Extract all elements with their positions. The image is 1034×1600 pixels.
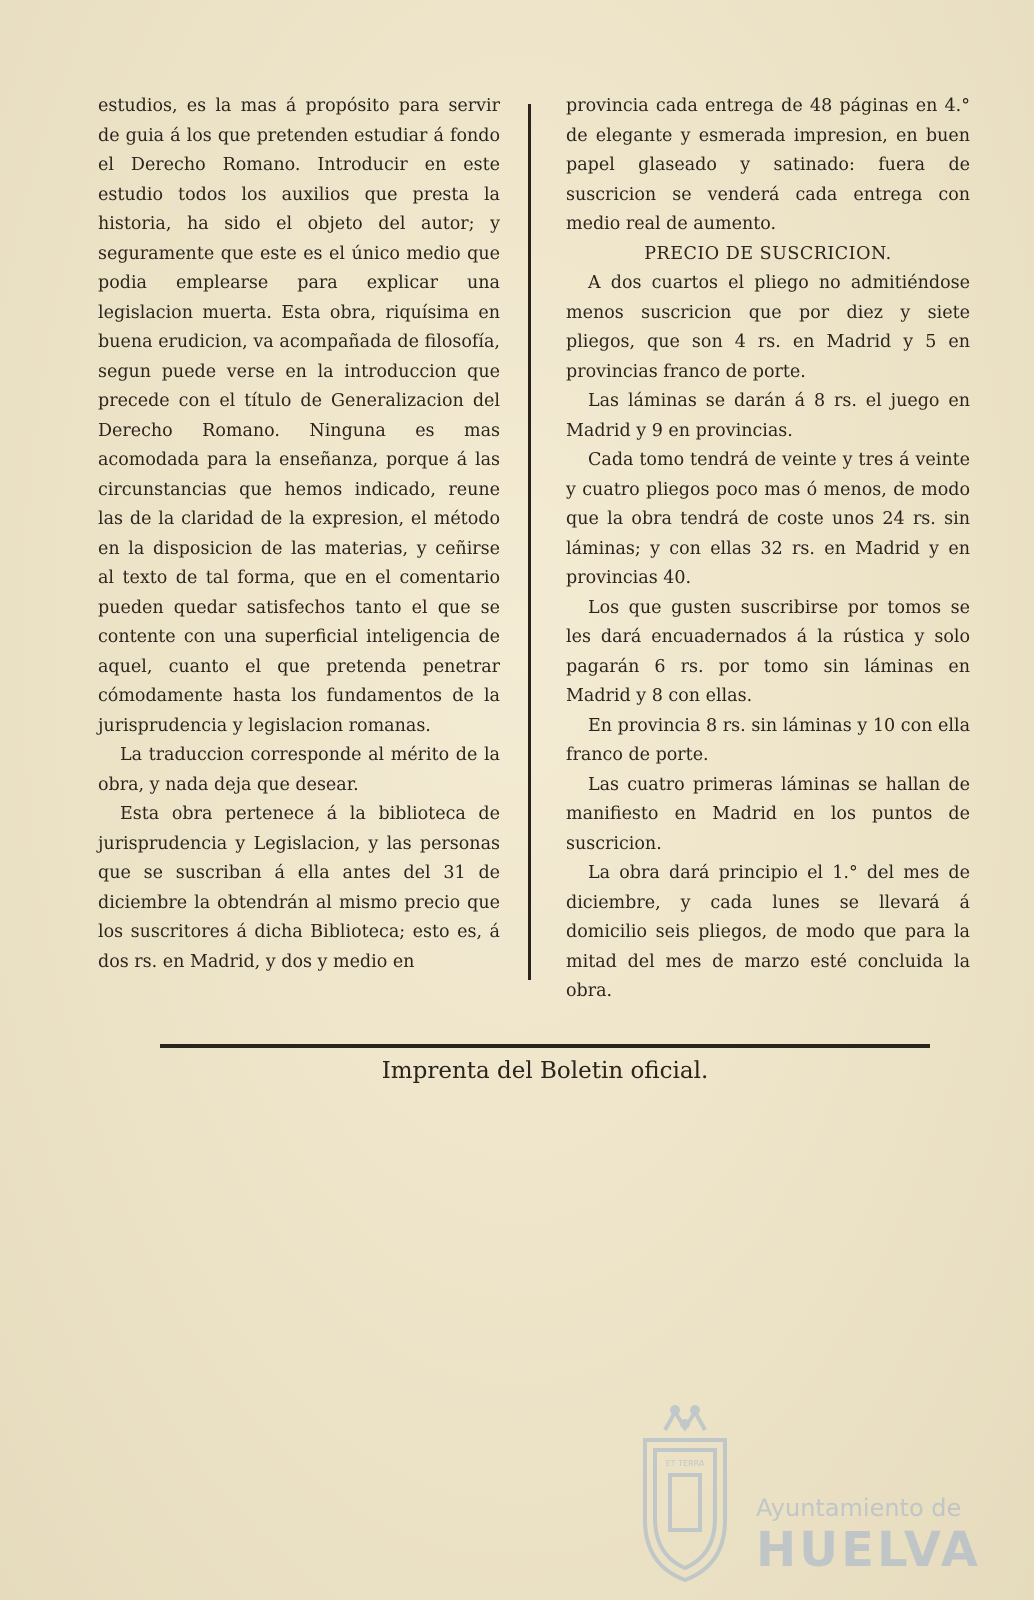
footer-rule	[160, 1044, 930, 1048]
right-paragraph-6: Las cuatro primeras láminas se hallan de manifiesto en Madrid en los puntos de suscricion.	[566, 774, 970, 854]
left-paragraph-1: estudios, es la mas á propósito para servir de guia á los que pretenden estudiar á fondo el Derecho Romano. Introducir en este estudio todos los auxilios que presta la historia, ha sido el objeto del autor; y seguramente que este es el único medio que podia emplearse para explicar una legislacion muerta. Esta obra, riquísima en buena erudicion, va acompañada de filosofía, segun puede verse en la introduccion que precede con el título de Generalizacion del Derecho Romano. Ninguna es mas acomodada para la enseñanza, porque á las circunstancias que hemos indicado, reune las de la claridad de la expresion, el método en la disposicion de las materias, y ceñirse al texto de tal forma, que en el comentario pueden quedar satisfechos tanto el que se contente con una superficial inteligencia de aquel, cuanto el que pretenda penetrar cómodamente hasta los fundamentos de la jurisprudencia y legislacion romanas.	[98, 96, 500, 736]
shield-motto: ET TERRA	[665, 1459, 705, 1468]
subscription-price-heading: PRECIO DE SUSCRICION.	[644, 243, 892, 264]
right-opening-paragraph: provincia cada entrega de 48 páginas en 4.° de elegante y esmerada impresion, en buen papel glaseado y satinado: fuera de suscricion se venderá cada entrega con medio real de aumento.	[566, 96, 970, 234]
column-divider	[528, 104, 531, 980]
right-paragraph-2: Las láminas se darán á 8 rs. el juego en Madrid y 9 en provincias.	[566, 391, 970, 441]
left-paragraph-3: Esta obra pertenece á la biblioteca de jurisprudencia y Legislacion, y las personas que se suscriban á ella antes del 31 de diciembre la obtendrán al mismo precio que los suscritores á dicha Biblioteca; esto es, á dos rs. en Madrid, y dos y medio en	[98, 804, 500, 972]
watermark-line-2: HUELVA	[756, 1522, 981, 1578]
right-column	[566, 92, 970, 1007]
left-paragraph-2: La traduccion corresponde al mérito de la obra, y nada deja que desear.	[98, 745, 500, 795]
right-paragraph-7: La obra dará principio el 1.° del mes de diciembre, y cada lunes se llevará á domicilio seis pliegos, de modo que para la mitad del mes de marzo esté concluida la obra.	[566, 863, 970, 1001]
left-column	[98, 92, 500, 977]
right-paragraph-4: Los que gusten suscribirse por tomos se les dará encuadernados á la rústica y solo pagarán 6 rs. por tomo sin láminas en Madrid y 8 con ellas.	[566, 597, 970, 706]
archive-watermark	[620, 1400, 1000, 1590]
right-paragraph-1: A dos cuartos el pliego no admitiéndose menos suscricion que por diez y siete pliegos, que son 4 rs. en Madrid y 5 en provincias franco de porte.	[566, 273, 970, 382]
right-paragraph-5: En provincia 8 rs. sin láminas y 10 con ella franco de porte.	[566, 715, 970, 765]
coat-of-arms-icon	[620, 1400, 750, 1590]
watermark-line-1: Ayuntamiento de	[756, 1494, 962, 1522]
imprint-line: Imprenta del Boletin oficial.	[381, 1058, 709, 1084]
right-paragraph-3: Cada tomo tendrá de veinte y tres á veinte y cuatro pliegos poco mas ó menos, de modo que la obra tendrá de coste unos 24 rs. sin láminas; y con ellas 32 rs. en Madrid y en provincias 40.	[566, 450, 970, 588]
